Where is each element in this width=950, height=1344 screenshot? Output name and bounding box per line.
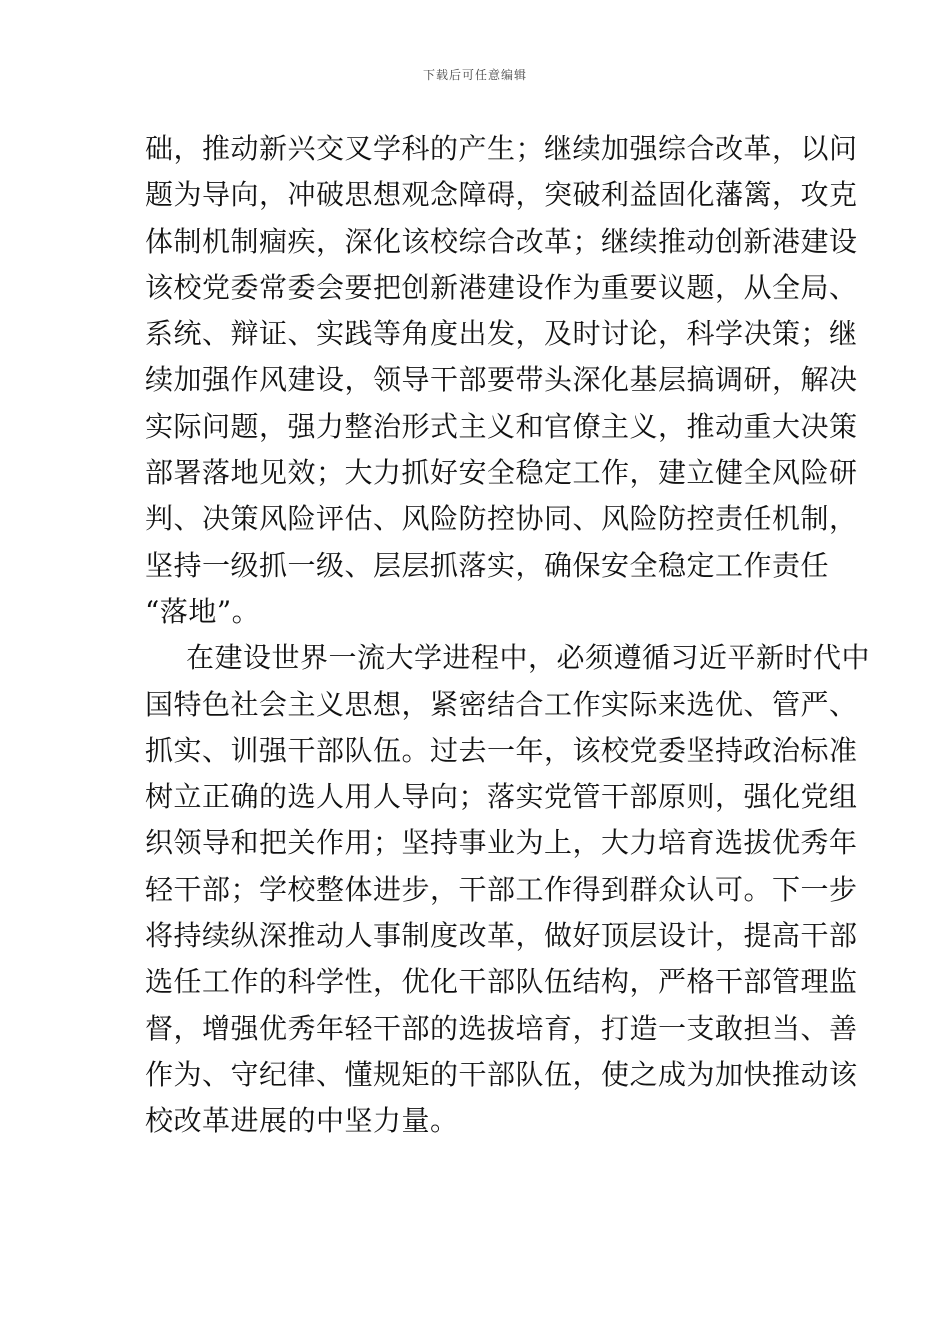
text-line: “落地”。 [145, 594, 261, 628]
text-line: 抓实、训强干部队伍。过去一年，该校党委坚持政治标准 [145, 733, 858, 767]
text-line: 织领导和把关作用；坚持事业为上，大力培育选拔优秀年 [145, 826, 858, 860]
text-line: 实际问题，强力整治形式主义和官僚主义，推动重大决策 [145, 409, 858, 443]
text-line: 督，增强优秀年轻干部的选拔培育，打造一支敢担当、善 [145, 1011, 858, 1045]
text-line: 将持续纵深推动人事制度改革，做好顶层设计，提高干部 [145, 919, 858, 953]
text-line: 在建设世界一流大学进程中，必须遵循习近平新时代中 [186, 641, 871, 675]
body-text [145, 126, 871, 1145]
text-line: 选任工作的科学性，优化干部队伍结构，严格干部管理监 [145, 965, 858, 999]
text-line: 题为导向，冲破思想观念障碍，突破利益固化藩篱，攻克 [145, 178, 858, 212]
text-line: 作为、守纪律、懂规矩的干部队伍，使之成为加快推动该 [145, 1057, 858, 1091]
text-line: 国特色社会主义思想，紧密结合工作实际来选优、管严、 [145, 687, 858, 721]
text-line: 判、决策风险评估、风险防控协同、风险防控责任机制， [145, 502, 858, 536]
text-line: 校改革进展的中坚力量。 [145, 1104, 459, 1138]
text-line: 础，推动新兴交叉学科的产生；继续加强综合改革，以问 [145, 132, 858, 165]
text-line: 体制机制痼疾，深化该校综合改革；继续推动创新港建设 [145, 224, 858, 258]
text-line: 续加强作风建设，领导干部要带头深化基层搞调研，解决 [145, 363, 858, 397]
text-line: 树立正确的选人用人导向；落实党管干部原则，强化党组 [145, 780, 858, 814]
text-line: 坚持一级抓一级、层层抓落实，确保安全稳定工作责任 [145, 548, 830, 582]
text-line: 部署落地见效；大力抓好安全稳定工作，建立健全风险研 [145, 456, 858, 490]
header-note: 下载后可任意编辑 [422, 68, 527, 82]
text-line: 系统、辩证、实践等角度出发，及时讨论，科学决策；继 [145, 317, 858, 351]
text-line: 该校党委常委会要把创新港建设作为重要议题，从全局、 [145, 270, 858, 304]
text-line: 轻干部；学校整体进步，干部工作得到群众认可。下一步 [145, 872, 858, 906]
